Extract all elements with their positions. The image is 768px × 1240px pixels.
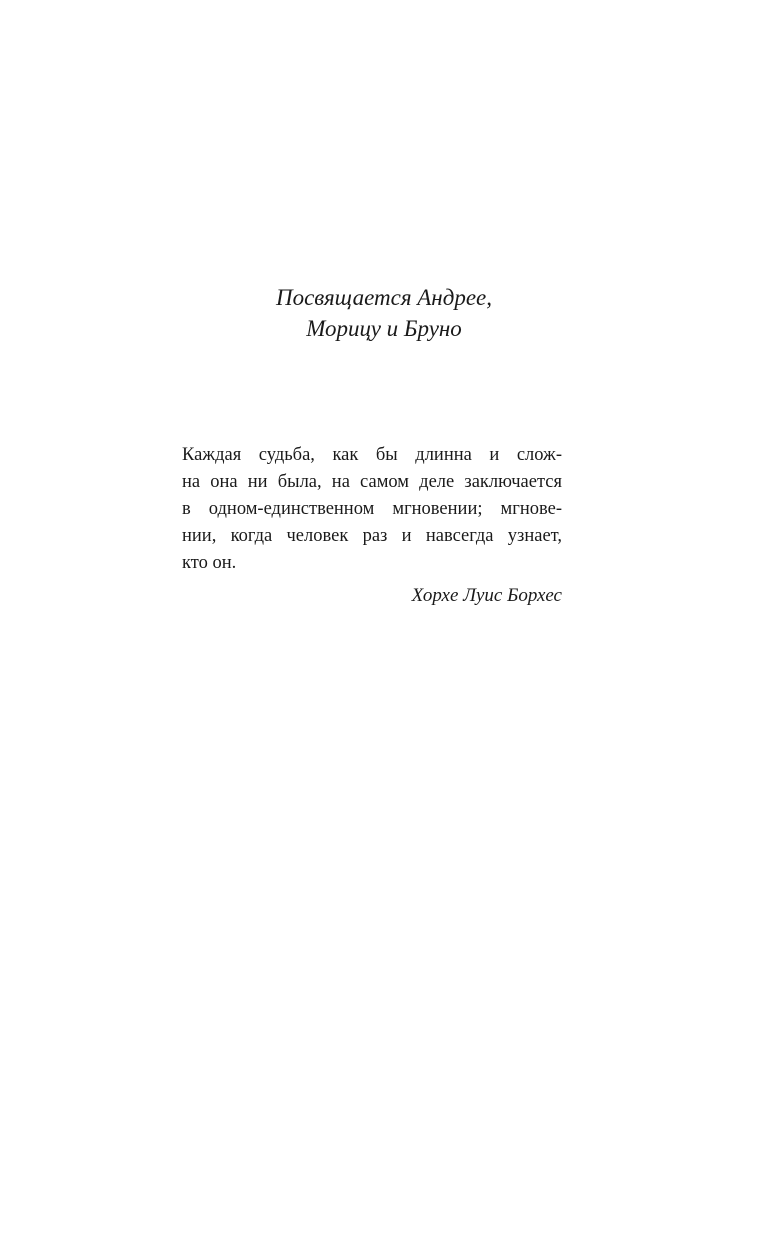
- epigraph-line-2: на она ни была, на самом деле заключается: [182, 472, 562, 492]
- dedication-line-1: Посвящается Андрее,: [275, 285, 493, 310]
- epigraph-line-3: в одном-единственном мгновении; мгнове-: [182, 499, 562, 519]
- dedication: [0, 282, 768, 344]
- epigraph-line-5: кто он.: [182, 553, 237, 573]
- dedication-line-2: Морицу и Бруно: [306, 316, 462, 341]
- epigraph-line-4: нии, когда человек раз и навсегда узнает,: [182, 526, 562, 546]
- epigraph: [182, 442, 562, 577]
- epigraph-author: Хорхе Луис Борхес: [411, 585, 562, 606]
- epigraph-line-1: Каждая судьба, как бы длинна и слож-: [182, 445, 562, 465]
